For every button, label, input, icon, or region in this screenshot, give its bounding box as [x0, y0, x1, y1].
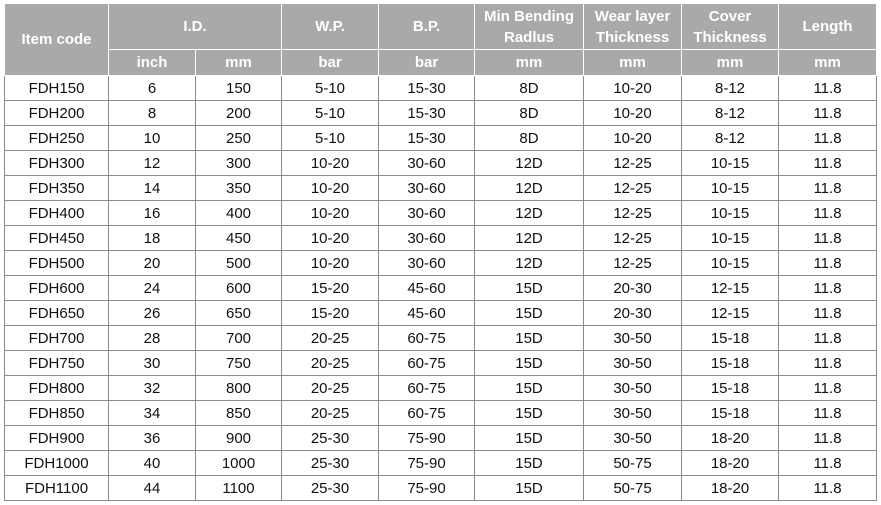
header-cover-line-2: Thickness [693, 28, 767, 46]
cell-bp: 75-90 [379, 426, 475, 451]
cell-item-code: FDH300 [5, 151, 109, 176]
unit-bp: bar [379, 50, 475, 76]
cell-wp: 10-20 [282, 176, 379, 201]
cell-bp: 30-60 [379, 151, 475, 176]
spec-table-body [5, 76, 877, 501]
cell-id-inch: 16 [109, 201, 196, 226]
spec-table [4, 3, 877, 501]
unit-id-mm: mm [196, 50, 282, 76]
table-row [5, 301, 877, 326]
cell-item-code: FDH600 [5, 276, 109, 301]
cell-id-mm: 1100 [196, 476, 282, 501]
cell-bp: 45-60 [379, 301, 475, 326]
cell-bp: 15-30 [379, 126, 475, 151]
cell-id-mm: 200 [196, 101, 282, 126]
cell-cover: 18-20 [682, 476, 779, 501]
cell-length: 11.8 [779, 101, 877, 126]
table-row [5, 151, 877, 176]
cell-length: 11.8 [779, 226, 877, 251]
header-min-bending-radius [475, 4, 584, 50]
cell-item-code: FDH1100 [5, 476, 109, 501]
cell-id-inch: 20 [109, 251, 196, 276]
header-item-code: Item code [5, 4, 109, 76]
cell-wp: 25-30 [282, 476, 379, 501]
header-cover-line-1: Cover [708, 7, 752, 25]
cell-bp: 60-75 [379, 326, 475, 351]
cell-length: 11.8 [779, 451, 877, 476]
cell-length: 11.8 [779, 151, 877, 176]
cell-id-inch: 36 [109, 426, 196, 451]
header-wp: W.P. [282, 4, 379, 50]
table-row [5, 176, 877, 201]
header-min-bending-line-1: Min Bending [484, 7, 574, 25]
cell-item-code: FDH400 [5, 201, 109, 226]
cell-cover: 18-20 [682, 426, 779, 451]
cell-cover: 10-15 [682, 176, 779, 201]
cell-wp: 20-25 [282, 376, 379, 401]
cell-wp: 10-20 [282, 201, 379, 226]
cell-bp: 75-90 [379, 451, 475, 476]
cell-cover: 15-18 [682, 351, 779, 376]
cell-bp: 15-30 [379, 76, 475, 101]
cell-id-mm: 250 [196, 126, 282, 151]
cell-length: 11.8 [779, 426, 877, 451]
cell-min-bending: 15D [475, 451, 584, 476]
header-id: I.D. [109, 4, 282, 50]
cell-cover: 15-18 [682, 376, 779, 401]
cell-item-code: FDH750 [5, 351, 109, 376]
cell-wear-layer: 12-25 [584, 201, 682, 226]
unit-id-inch: inch [109, 50, 196, 76]
cell-id-mm: 750 [196, 351, 282, 376]
cell-id-mm: 700 [196, 326, 282, 351]
table-row [5, 401, 877, 426]
cell-item-code: FDH1000 [5, 451, 109, 476]
cell-wp: 10-20 [282, 226, 379, 251]
cell-wear-layer: 30-50 [584, 351, 682, 376]
cell-wp: 20-25 [282, 351, 379, 376]
table-row [5, 451, 877, 476]
cell-id-inch: 44 [109, 476, 196, 501]
cell-cover: 18-20 [682, 451, 779, 476]
cell-cover: 12-15 [682, 301, 779, 326]
cell-wp: 10-20 [282, 151, 379, 176]
cell-wp: 25-30 [282, 451, 379, 476]
cell-length: 11.8 [779, 76, 877, 101]
cell-wear-layer: 30-50 [584, 376, 682, 401]
cell-cover: 10-15 [682, 251, 779, 276]
cell-length: 11.8 [779, 176, 877, 201]
unit-cover: mm [682, 50, 779, 76]
cell-min-bending: 12D [475, 251, 584, 276]
unit-min-bending: mm [475, 50, 584, 76]
cell-min-bending: 15D [475, 476, 584, 501]
cell-wp: 5-10 [282, 76, 379, 101]
cell-length: 11.8 [779, 376, 877, 401]
cell-min-bending: 12D [475, 151, 584, 176]
cell-min-bending: 8D [475, 101, 584, 126]
cell-wear-layer: 30-50 [584, 426, 682, 451]
cell-wear-layer: 12-25 [584, 226, 682, 251]
cell-length: 11.8 [779, 476, 877, 501]
table-row [5, 201, 877, 226]
unit-wp: bar [282, 50, 379, 76]
cell-item-code: FDH250 [5, 126, 109, 151]
cell-id-mm: 450 [196, 226, 282, 251]
cell-min-bending: 15D [475, 401, 584, 426]
cell-length: 11.8 [779, 251, 877, 276]
cell-item-code: FDH200 [5, 101, 109, 126]
cell-id-inch: 32 [109, 376, 196, 401]
header-bp: B.P. [379, 4, 475, 50]
cell-id-inch: 12 [109, 151, 196, 176]
cell-min-bending: 15D [475, 301, 584, 326]
cell-min-bending: 8D [475, 126, 584, 151]
header-wear-layer-line-2: Thickness [595, 28, 670, 46]
table-row [5, 351, 877, 376]
table-row [5, 126, 877, 151]
cell-id-mm: 800 [196, 376, 282, 401]
cell-item-code: FDH650 [5, 301, 109, 326]
cell-wear-layer: 10-20 [584, 76, 682, 101]
cell-cover: 12-15 [682, 276, 779, 301]
cell-id-inch: 34 [109, 401, 196, 426]
cell-wp: 15-20 [282, 301, 379, 326]
cell-cover: 8-12 [682, 76, 779, 101]
cell-cover: 10-15 [682, 201, 779, 226]
cell-item-code: FDH800 [5, 376, 109, 401]
cell-id-inch: 40 [109, 451, 196, 476]
table-row [5, 101, 877, 126]
cell-wear-layer: 50-75 [584, 476, 682, 501]
unit-length: mm [779, 50, 877, 76]
cell-item-code: FDH700 [5, 326, 109, 351]
cell-wp: 15-20 [282, 276, 379, 301]
cell-min-bending: 8D [475, 76, 584, 101]
cell-min-bending: 15D [475, 351, 584, 376]
table-row [5, 226, 877, 251]
cell-id-inch: 6 [109, 76, 196, 101]
table-row [5, 276, 877, 301]
cell-cover: 8-12 [682, 126, 779, 151]
cell-wear-layer: 12-25 [584, 251, 682, 276]
cell-wear-layer: 12-25 [584, 151, 682, 176]
cell-id-inch: 14 [109, 176, 196, 201]
cell-wear-layer: 10-20 [584, 126, 682, 151]
header-cover-thickness [682, 4, 779, 50]
cell-id-mm: 500 [196, 251, 282, 276]
cell-min-bending: 15D [475, 376, 584, 401]
table-row [5, 76, 877, 101]
cell-length: 11.8 [779, 401, 877, 426]
table-row [5, 326, 877, 351]
cell-id-mm: 300 [196, 151, 282, 176]
cell-length: 11.8 [779, 326, 877, 351]
cell-min-bending: 12D [475, 176, 584, 201]
cell-id-inch: 28 [109, 326, 196, 351]
cell-id-mm: 1000 [196, 451, 282, 476]
header-min-bending-line-2: Radlus [503, 28, 554, 46]
cell-wp: 20-25 [282, 326, 379, 351]
header-wear-layer-thickness [584, 4, 682, 50]
cell-bp: 60-75 [379, 351, 475, 376]
cell-id-inch: 18 [109, 226, 196, 251]
table-row [5, 376, 877, 401]
cell-id-inch: 26 [109, 301, 196, 326]
cell-id-mm: 900 [196, 426, 282, 451]
cell-wp: 10-20 [282, 251, 379, 276]
cell-bp: 15-30 [379, 101, 475, 126]
cell-item-code: FDH500 [5, 251, 109, 276]
cell-id-mm: 600 [196, 276, 282, 301]
cell-item-code: FDH350 [5, 176, 109, 201]
cell-bp: 60-75 [379, 376, 475, 401]
cell-min-bending: 15D [475, 426, 584, 451]
table-row [5, 251, 877, 276]
cell-item-code: FDH850 [5, 401, 109, 426]
cell-id-mm: 400 [196, 201, 282, 226]
cell-wp: 20-25 [282, 401, 379, 426]
cell-length: 11.8 [779, 351, 877, 376]
cell-wear-layer: 20-30 [584, 276, 682, 301]
cell-id-inch: 24 [109, 276, 196, 301]
cell-bp: 30-60 [379, 251, 475, 276]
cell-wp: 5-10 [282, 126, 379, 151]
cell-wear-layer: 30-50 [584, 401, 682, 426]
cell-length: 11.8 [779, 301, 877, 326]
cell-wear-layer: 12-25 [584, 176, 682, 201]
cell-bp: 45-60 [379, 276, 475, 301]
cell-min-bending: 12D [475, 201, 584, 226]
cell-bp: 75-90 [379, 476, 475, 501]
cell-item-code: FDH450 [5, 226, 109, 251]
cell-bp: 30-60 [379, 226, 475, 251]
header-wear-layer-line-1: Wear layer [594, 7, 671, 25]
cell-cover: 8-12 [682, 101, 779, 126]
cell-item-code: FDH900 [5, 426, 109, 451]
cell-wear-layer: 20-30 [584, 301, 682, 326]
cell-item-code: FDH150 [5, 76, 109, 101]
cell-id-mm: 850 [196, 401, 282, 426]
cell-cover: 10-15 [682, 226, 779, 251]
table-row [5, 476, 877, 501]
cell-id-inch: 8 [109, 101, 196, 126]
cell-min-bending: 15D [475, 326, 584, 351]
cell-cover: 15-18 [682, 326, 779, 351]
cell-wear-layer: 50-75 [584, 451, 682, 476]
cell-cover: 15-18 [682, 401, 779, 426]
cell-wp: 25-30 [282, 426, 379, 451]
table-row [5, 426, 877, 451]
cell-id-inch: 10 [109, 126, 196, 151]
cell-bp: 60-75 [379, 401, 475, 426]
cell-length: 11.8 [779, 201, 877, 226]
cell-min-bending: 15D [475, 276, 584, 301]
cell-length: 11.8 [779, 276, 877, 301]
cell-id-mm: 650 [196, 301, 282, 326]
cell-bp: 30-60 [379, 176, 475, 201]
cell-cover: 10-15 [682, 151, 779, 176]
unit-wear-layer: mm [584, 50, 682, 76]
cell-min-bending: 12D [475, 226, 584, 251]
cell-bp: 30-60 [379, 201, 475, 226]
cell-id-mm: 150 [196, 76, 282, 101]
header-length: Length [779, 4, 877, 50]
cell-wear-layer: 10-20 [584, 101, 682, 126]
cell-id-mm: 350 [196, 176, 282, 201]
cell-wear-layer: 30-50 [584, 326, 682, 351]
cell-length: 11.8 [779, 126, 877, 151]
cell-id-inch: 30 [109, 351, 196, 376]
cell-wp: 5-10 [282, 101, 379, 126]
